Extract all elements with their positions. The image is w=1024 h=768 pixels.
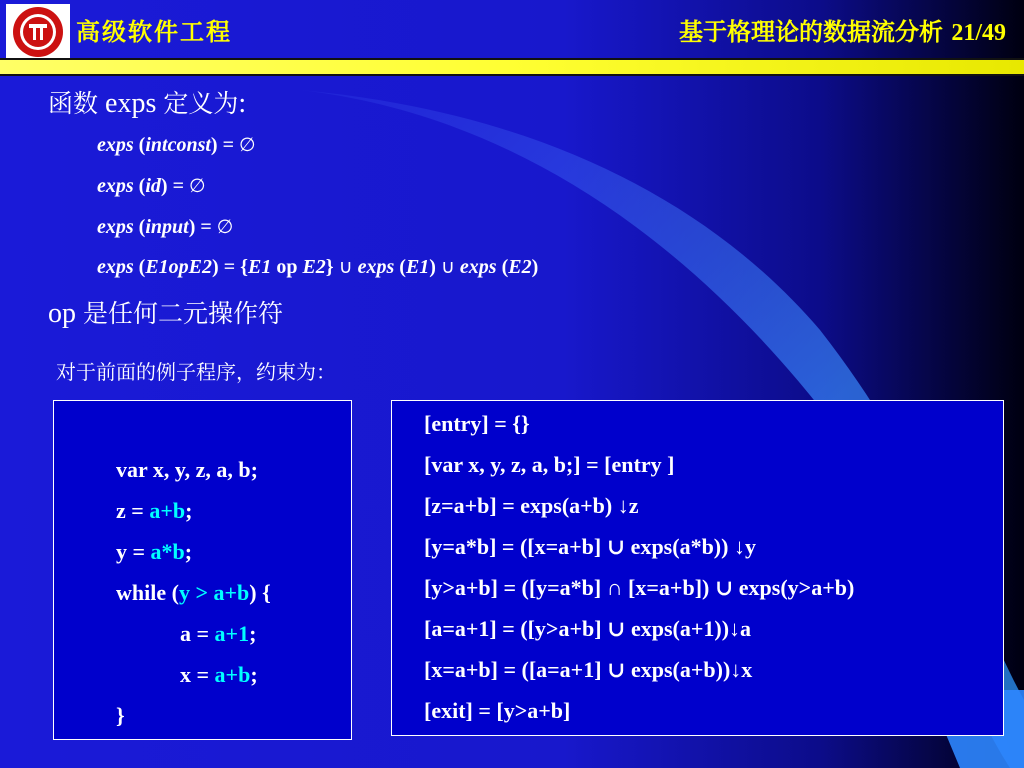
constraint-line: [x=a+b] = ([a=a+1] ∪ exps(a+b))↓x bbox=[424, 657, 753, 682]
rule-arg: E1 bbox=[405, 256, 430, 278]
empty-set-symbol: ∅ bbox=[216, 216, 234, 238]
rule-func: exps bbox=[97, 134, 134, 156]
heading-func: exps bbox=[105, 88, 157, 119]
op-desc: 是任何二元操作符 bbox=[83, 299, 284, 328]
rule-intconst: exps (intconst) = ∅ bbox=[97, 134, 256, 156]
rule-input: exps (input) = ∅ bbox=[97, 216, 234, 238]
highlight-expr: a+b bbox=[149, 498, 186, 523]
title-rule bbox=[0, 58, 1024, 76]
rule-arg: input bbox=[145, 216, 189, 238]
definition-heading bbox=[48, 84, 246, 120]
constraint-line: [entry] = {} bbox=[424, 411, 530, 436]
empty-set-symbol: ∅ bbox=[238, 134, 256, 156]
operand-e2: E2 bbox=[302, 256, 326, 278]
constraints-note: 对于前面的例子程序，约束为： bbox=[56, 360, 336, 384]
rule-id: exps (id) = ∅ bbox=[97, 175, 206, 197]
code-line-6: x = a+b; bbox=[180, 662, 258, 687]
set-open: { bbox=[240, 256, 248, 278]
constraint-line: [var x, y, z, a, b;] = [entry ] bbox=[424, 452, 675, 477]
code-line-7: } bbox=[116, 703, 125, 728]
highlight-expr: a+b bbox=[214, 662, 251, 687]
set-close: } bbox=[325, 256, 334, 278]
code-line-4: while (y > a+b) { bbox=[116, 580, 271, 605]
constraint-line: [z=a+b] = exps(a+b) ↓z bbox=[424, 493, 639, 518]
empty-set-symbol: ∅ bbox=[188, 175, 206, 197]
rule-func: exps bbox=[459, 256, 497, 278]
operand-e1: E1 bbox=[247, 256, 272, 278]
heading-suffix: 定义为 bbox=[163, 89, 239, 118]
slide-title-text: 基于格理论的数据流分析 bbox=[678, 18, 943, 46]
university-seal-icon bbox=[6, 4, 70, 60]
union-symbol: ∪ bbox=[440, 256, 455, 278]
highlight-expr: y > a+b bbox=[178, 580, 250, 605]
heading-colon: : bbox=[238, 88, 247, 119]
op-description bbox=[48, 294, 283, 330]
rule-arg: intconst bbox=[145, 134, 211, 156]
constraint-line: [y=a*b] = ([x=a+b] ∪ exps(a*b)) ↓y bbox=[424, 534, 756, 559]
rule-func: exps bbox=[97, 256, 134, 278]
rule-arg: E1opE2 bbox=[145, 256, 213, 278]
constraint-line: [a=a+1] = ([y>a+b] ∪ exps(a+1))↓a bbox=[424, 616, 752, 641]
code-line-1: var x, y, z, a, b; bbox=[116, 457, 258, 482]
course-title: 高级软件工程 bbox=[76, 18, 232, 46]
page-indicator: 21/49 bbox=[951, 20, 1006, 46]
code-line-2: z = a+b; bbox=[116, 498, 193, 523]
rule-func: exps bbox=[97, 175, 134, 197]
op-word: op bbox=[48, 298, 76, 329]
rule-func: exps bbox=[357, 256, 395, 278]
highlight-expr: a*b bbox=[150, 539, 185, 564]
rule-arg: id bbox=[145, 175, 161, 197]
heading-prefix: 函数 bbox=[48, 89, 99, 118]
code-line-3: y = a*b; bbox=[116, 539, 193, 564]
highlight-expr: a+1 bbox=[214, 621, 250, 646]
constraints-box bbox=[391, 400, 1004, 736]
rule-binary-op: exps (E1opE2) = {E1 op E2} ∪ exps (E1) ∪ exps (E2) bbox=[97, 256, 539, 278]
program-box bbox=[53, 400, 352, 740]
union-symbol: ∪ bbox=[338, 256, 353, 278]
operator-op: op bbox=[276, 256, 298, 278]
slide-title bbox=[679, 12, 1006, 47]
code-line-5: a = a+1; bbox=[180, 621, 257, 646]
constraint-line: [exit] = [y>a+b] bbox=[424, 698, 571, 723]
constraint-line: [y>a+b] = ([y=a*b] ∩ [x=a+b]) ∪ exps(y>a+b) bbox=[424, 575, 855, 600]
rule-arg: E2 bbox=[508, 256, 532, 278]
rule-func: exps bbox=[97, 216, 134, 238]
